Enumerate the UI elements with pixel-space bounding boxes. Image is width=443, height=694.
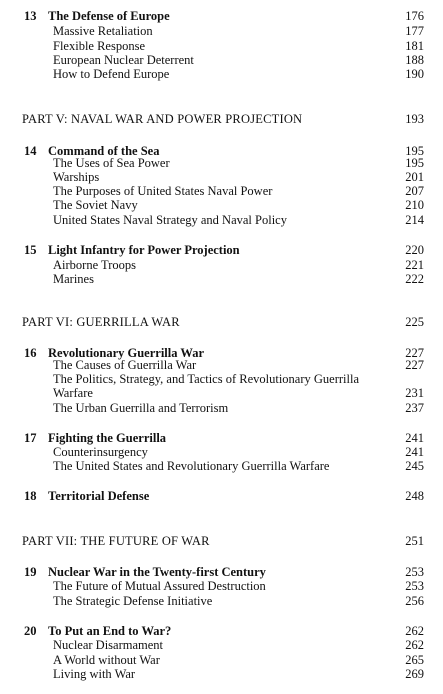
section-title: Living with War bbox=[53, 667, 136, 681]
section-entry bbox=[0, 197, 443, 213]
chapter-title: Territorial Defense bbox=[48, 489, 150, 503]
page-number: 222 bbox=[405, 272, 424, 286]
section-entry bbox=[0, 400, 443, 416]
section-title: Warships bbox=[53, 170, 100, 184]
section-title: The Purposes of United States Naval Power bbox=[53, 184, 273, 198]
section-entry bbox=[0, 593, 443, 609]
chapter-title: Light Infantry for Power Projection bbox=[48, 243, 240, 257]
page-number: 248 bbox=[405, 489, 424, 503]
page-number: 241 bbox=[405, 445, 424, 459]
chapter-entry bbox=[0, 242, 443, 258]
chapter-number: 19 bbox=[24, 565, 37, 579]
page-number: 195 bbox=[405, 144, 424, 158]
chapter-number: 13 bbox=[24, 9, 37, 23]
section-title: The Uses of Sea Power bbox=[53, 156, 170, 170]
section-title: European Nuclear Deterrent bbox=[53, 53, 194, 67]
section-entry bbox=[0, 212, 443, 228]
part-title: PART VII: THE FUTURE OF WAR bbox=[22, 534, 210, 548]
part-title: PART VI: GUERRILLA WAR bbox=[22, 315, 180, 329]
section-title: Counterinsurgency bbox=[53, 445, 148, 459]
section-entry bbox=[0, 458, 443, 474]
page-number: 227 bbox=[405, 358, 424, 372]
page-number: 237 bbox=[405, 401, 424, 415]
page-number: 190 bbox=[405, 67, 424, 81]
section-title: The Soviet Navy bbox=[53, 198, 138, 212]
section-title: The Future of Mutual Assured Destruction bbox=[53, 579, 266, 593]
chapter-title: The Defense of Europe bbox=[48, 9, 170, 23]
page-number: 245 bbox=[405, 459, 424, 473]
section-entry bbox=[0, 66, 443, 82]
page-number: 177 bbox=[405, 24, 424, 38]
section-entry bbox=[0, 271, 443, 287]
page-number: 220 bbox=[405, 243, 424, 257]
page-number: 210 bbox=[405, 198, 424, 212]
part-heading bbox=[0, 314, 443, 330]
part-heading bbox=[0, 533, 443, 549]
chapter-number: 14 bbox=[24, 144, 37, 158]
chapter-title: Fighting the Guerrilla bbox=[48, 431, 167, 445]
page-number: 214 bbox=[405, 213, 424, 227]
section-title: The United States and Revolutionary Guerrilla Warfare bbox=[53, 459, 330, 473]
chapter-number: 15 bbox=[24, 243, 37, 257]
page-number: 181 bbox=[405, 39, 424, 53]
chapter-title: Revolutionary Guerrilla War bbox=[48, 346, 205, 360]
section-entry bbox=[0, 578, 443, 594]
chapter-number: 20 bbox=[24, 624, 37, 638]
section-entry bbox=[0, 666, 443, 682]
page-number: 227 bbox=[405, 346, 424, 360]
section-title: A World without War bbox=[53, 653, 160, 667]
section-entry bbox=[0, 385, 443, 401]
page-number: 207 bbox=[405, 184, 424, 198]
page-number: 193 bbox=[405, 112, 424, 126]
section-title: United States Naval Strategy and Naval Policy bbox=[53, 213, 287, 227]
page-number: 253 bbox=[405, 579, 424, 593]
chapter-entry bbox=[0, 8, 443, 24]
section-title: The Strategic Defense Initiative bbox=[53, 594, 213, 608]
section-title: Flexible Response bbox=[53, 39, 146, 53]
page-number: 188 bbox=[405, 53, 424, 67]
chapter-title: Command of the Sea bbox=[48, 144, 160, 158]
section-title: Nuclear Disarmament bbox=[53, 638, 164, 652]
chapter-number: 17 bbox=[24, 431, 37, 445]
section-entry bbox=[0, 23, 443, 39]
page-number: 241 bbox=[405, 431, 424, 445]
page-number: 265 bbox=[405, 653, 424, 667]
section-title: The Urban Guerrilla and Terrorism bbox=[53, 401, 229, 415]
section-title: Airborne Troops bbox=[53, 258, 136, 272]
section-title: Massive Retaliation bbox=[53, 24, 153, 38]
page-number: 253 bbox=[405, 565, 424, 579]
page-number: 262 bbox=[405, 638, 424, 652]
chapter-entry bbox=[0, 488, 443, 504]
section-title: Marines bbox=[53, 272, 94, 286]
page-number: 201 bbox=[405, 170, 424, 184]
section-entry bbox=[0, 637, 443, 653]
section-title: Warfare bbox=[53, 386, 93, 400]
page-number: 176 bbox=[405, 9, 424, 23]
chapter-title: To Put an End to War? bbox=[48, 624, 172, 638]
section-title: The Politics, Strategy, and Tactics of Revolutionary Guerrilla bbox=[53, 372, 359, 386]
chapter-title: Nuclear War in the Twenty-first Century bbox=[48, 565, 266, 579]
page-number: 262 bbox=[405, 624, 424, 638]
page-number: 256 bbox=[405, 594, 424, 608]
page-number: 231 bbox=[405, 386, 424, 400]
page-number: 269 bbox=[405, 667, 424, 681]
section-title: The Causes of Guerrilla War bbox=[53, 358, 197, 372]
chapter-number: 18 bbox=[24, 489, 37, 503]
page-number: 225 bbox=[405, 315, 424, 329]
page-number: 221 bbox=[405, 258, 424, 272]
part-heading bbox=[0, 111, 443, 127]
page-number: 195 bbox=[405, 156, 424, 170]
chapter-number: 16 bbox=[24, 346, 37, 360]
part-title: PART V: NAVAL WAR AND POWER PROJECTION bbox=[22, 112, 303, 126]
page-number: 251 bbox=[405, 534, 424, 548]
section-title: How to Defend Europe bbox=[53, 67, 170, 81]
